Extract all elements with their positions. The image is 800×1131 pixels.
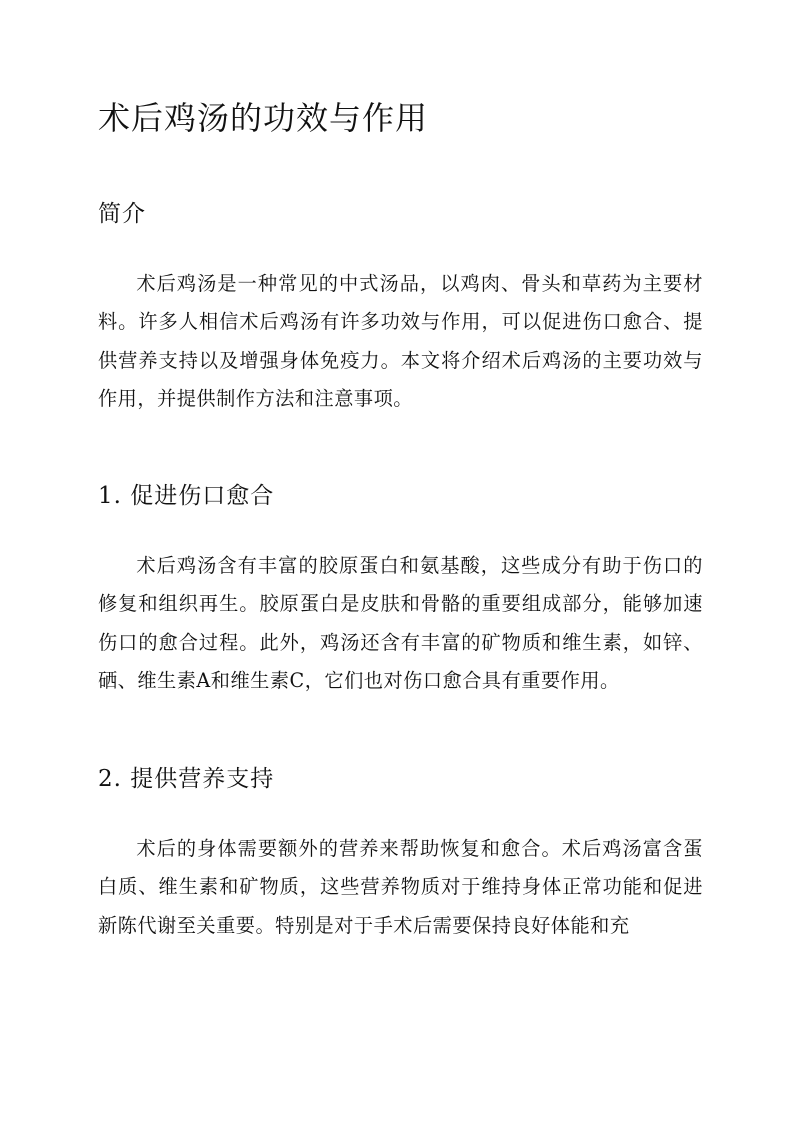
section-paragraph-intro: 术后鸡汤是一种常见的中式汤品，以鸡肉、骨头和草药为主要材料。许多人相信术后鸡汤有许多功效与作用，可以促进伤口愈合、提供营养支持以及增强身体免疫力。本文将介绍术后鸡汤的主要功效与作用，并提供制作方法和注意事项。 bbox=[98, 272, 703, 411]
section-heading-wound-healing: 1. 促进伤口愈合 bbox=[98, 483, 275, 509]
section-heading-intro: 简介 bbox=[98, 201, 146, 227]
section-paragraph-nutrition-support: 术后的身体需要额外的营养来帮助恢复和愈合。术后鸡汤富含蛋白质、维生素和矿物质，这些营养物质对于维持身体正常功能和促进新陈代谢至关重要。特别是对于手术后需要保持良好体能和充 bbox=[98, 837, 703, 937]
section-heading-nutrition-support: 2. 提供营养支持 bbox=[98, 766, 275, 792]
document-title: 术后鸡汤的功效与作用 bbox=[98, 99, 429, 137]
section-paragraph-wound-healing: 术后鸡汤含有丰富的胶原蛋白和氨基酸，这些成分有助于伤口的修复和组织再生。胶原蛋白是皮肤和骨骼的重要组成部分，能够加速伤口的愈合过程。此外，鸡汤还含有丰富的矿物质和维生素，如锌、硒、维生素A和维生素C，它们也对伤口愈合具有重要作用。 bbox=[98, 554, 703, 693]
